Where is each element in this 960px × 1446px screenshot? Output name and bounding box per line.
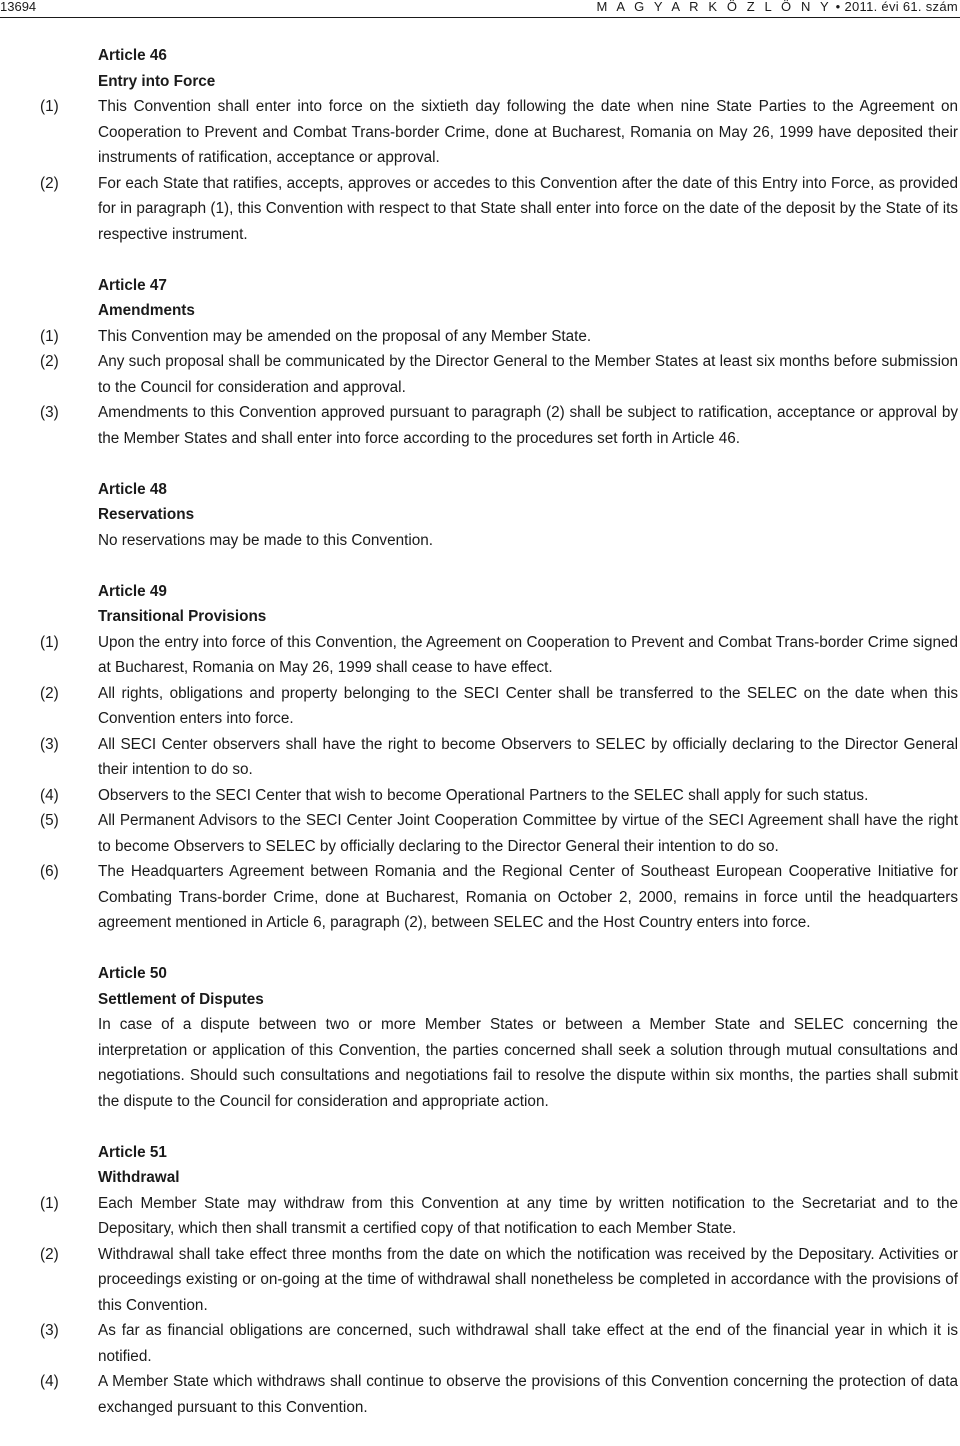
article-title: Transitional Provisions (98, 608, 267, 625)
article-number: Article 49 (98, 582, 167, 600)
paragraph (0, 400, 960, 451)
paragraph-text: All rights, obligations and property belonging to the SECI Center shall be transferred to the SELEC on the date when this Convention enters into force. (98, 684, 958, 727)
paragraph-text: Any such proposal shall be communicated by the Director General to the Member States at least six months before submission to the Council for consideration and approval. (98, 353, 958, 396)
publication-name: M A G Y A R K Ö Z L Ö N Y (596, 0, 832, 14)
paragraph-number: (2) (40, 684, 59, 702)
paragraph (0, 630, 960, 681)
paragraph (0, 1318, 960, 1369)
article-title: Withdrawal (98, 1169, 180, 1186)
paragraph (0, 349, 960, 400)
issue-label: 2011. évi 61. szám (844, 0, 958, 14)
paragraph (0, 859, 960, 936)
article-title: Amendments (98, 302, 195, 319)
paragraph-number: (2) (40, 1245, 59, 1263)
paragraph-number: (3) (40, 404, 59, 421)
paragraph (0, 1369, 960, 1420)
paragraph-number: (2) (40, 174, 59, 192)
paragraph (0, 732, 960, 783)
paragraph (0, 324, 960, 350)
article-body: No reservations may be made to this Convention. (98, 531, 434, 549)
paragraph-number: (5) (40, 812, 59, 829)
paragraph-text: As far as financial obligations are concerned, such withdrawal shall take effect at the end of the financial year in which it is notified. (98, 1322, 958, 1365)
article-48 (0, 477, 960, 554)
paragraph-number: (1) (40, 633, 59, 651)
paragraph-number: (1) (40, 1194, 59, 1212)
paragraph-number: (4) (40, 786, 59, 804)
paragraph-text: For each State that ratifies, accepts, approves or accedes to this Convention after the date of this Entry into Force, as provided for in paragraph (1), this Convention with respect to that State shall enter into force on the date of the deposit by the State of its respective instrument. (98, 174, 958, 243)
paragraph-number: (3) (40, 1322, 59, 1339)
article-number: Article 48 (98, 480, 167, 498)
article-title: Entry into Force (98, 72, 216, 90)
paragraph-number: (3) (40, 735, 59, 753)
article-47 (0, 273, 960, 452)
article-number: Article 50 (98, 965, 167, 982)
paragraph-text: Withdrawal shall take effect three months from the date on which the notification was received by the Depositary. Activities or proceedings existing or on-going at the time of withdrawal shall nonetheless be completed in accordance with the provisions of this Convention. (98, 1245, 958, 1314)
paragraph-number: (2) (40, 353, 59, 370)
article-50 (0, 961, 960, 1114)
paragraph-number: (1) (40, 98, 59, 115)
masthead (596, 0, 958, 14)
article-title: Reservations (98, 506, 195, 523)
paragraph (0, 1242, 960, 1319)
paragraph-text: All Permanent Advisors to the SECI Center Joint Cooperation Committee by virtue of the SECI Agreement shall have the right to become Observers to SELEC by officially declaring to the Director General their intention to do so. (98, 812, 958, 855)
header-rule (0, 17, 960, 18)
paragraph-text: The Headquarters Agreement between Romania and the Regional Center of Southeast European Cooperative Initiative for Combating Trans-border Crime, done at Bucharest, Romania on October 2, 2000, remains in force until the headquarters agreement mentioned in Article 6, paragraph (2), between SELEC and the Host Country enters into force. (98, 863, 958, 931)
paragraph (0, 808, 960, 859)
article-46 (0, 43, 960, 247)
article-51 (0, 1140, 960, 1421)
paragraph-text: This Convention shall enter into force on the sixtieth day following the date when nine State Parties to the Agreement on Cooperation to Prevent and Combat Trans-border Crime, done at Bucharest, Romania on May 26, 1999 have deposited their instruments of ratification, acceptance or approval. (98, 98, 958, 166)
paragraph (0, 783, 960, 809)
paragraph-text: Observers to the SECI Center that wish to become Operational Partners to the SELEC shall apply for such status. (98, 786, 869, 804)
paragraph-text: Each Member State may withdraw from this Convention at any time by written notification to the Secretariat and to the Depositary, which then shall transmit a certified copy of that notification to each Member State. (98, 1194, 958, 1237)
article-number: Article 47 (98, 276, 167, 294)
article-title: Settlement of Disputes (98, 990, 264, 1008)
paragraph-number: (4) (40, 1373, 59, 1390)
article-number: Article 46 (98, 47, 167, 64)
paragraph-text: This Convention may be amended on the proposal of any Member State. (98, 327, 592, 345)
document-body (0, 43, 960, 1446)
paragraph (0, 94, 960, 171)
article-number: Article 51 (98, 1143, 167, 1161)
article-49 (0, 579, 960, 936)
paragraph (0, 681, 960, 732)
paragraph-number: (1) (40, 327, 59, 345)
paragraph (0, 1191, 960, 1242)
paragraph-text: A Member State which withdraws shall continue to observe the provisions of this Convention concerning the protection of data exchanged pursuant to this Convention. (98, 1373, 958, 1416)
page-number: 13694 (0, 0, 37, 14)
paragraph-text: Upon the entry into force of this Convention, the Agreement on Cooperation to Prevent and Combat Trans-border Crime signed at Bucharest, Romania on May 26, 1999 shall cease to have effect. (98, 633, 958, 676)
bullet-separator: • (835, 0, 841, 14)
page-header (0, 0, 960, 18)
article-body: In case of a dispute between two or more Member States or between a Member State and SELEC concerning the interpretation or application of this Convention, the parties concerned shall seek a solution through mutual consultations and negotiations. Should such consultations and negotiations fail to resolve the dispute within six months, the parties shall submit the dispute to the Council for consideration and appropriate action. (98, 1016, 958, 1110)
paragraph-number: (6) (40, 863, 59, 880)
paragraph (0, 171, 960, 248)
paragraph-text: All SECI Center observers shall have the right to become Observers to SELEC by officially declaring to the Director General their intention to do so. (98, 735, 958, 778)
paragraph-text: Amendments to this Convention approved pursuant to paragraph (2) shall be subject to ratification, acceptance or approval by the Member States and shall enter into force according to the procedures set forth in Article 46. (98, 404, 958, 447)
